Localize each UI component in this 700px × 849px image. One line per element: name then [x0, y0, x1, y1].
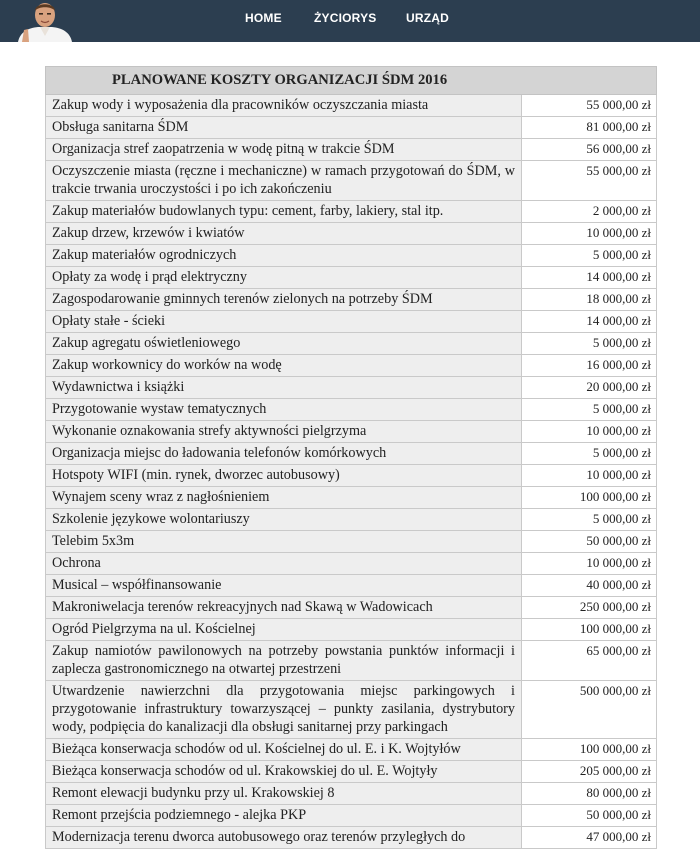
table-row	[46, 827, 657, 849]
row-description: Zakup agregatu oświetleniowego	[46, 333, 522, 355]
table-row	[46, 681, 657, 739]
row-amount: 100 000,00 zł	[522, 619, 657, 641]
table-row	[46, 619, 657, 641]
costs-table	[45, 66, 657, 849]
row-amount: 5 000,00 zł	[522, 245, 657, 267]
row-description: Remont elewacji budynku przy ul. Krakowskiej 8	[46, 783, 522, 805]
table-row	[46, 465, 657, 487]
row-amount: 65 000,00 zł	[522, 641, 657, 681]
table-row	[46, 333, 657, 355]
row-amount: 100 000,00 zł	[522, 739, 657, 761]
row-description: Musical – współfinansowanie	[46, 575, 522, 597]
row-description: Zakup namiotów pawilonowych na potrzeby powstania punktów informacji i zaplecza gastronomicznego na otwartej przestrzeni	[46, 641, 522, 681]
row-description: Remont przejścia podziemnego - alejka PKP	[46, 805, 522, 827]
row-description: Zagospodarowanie gminnych terenów zielonych na potrzeby ŚDM	[46, 289, 522, 311]
table-row	[46, 443, 657, 465]
table-row	[46, 161, 657, 201]
row-amount: 2 000,00 zł	[522, 201, 657, 223]
row-description: Bieżąca konserwacja schodów od ul. Kościelnej do ul. E. i K. Wojtyłów	[46, 739, 522, 761]
row-description: Utwardzenie nawierzchni dla przygotowania miejsc parkingowych i przygotowanie infrastruktury towarzyszącej – punkty zasilania, dystrybutory wody, podpięcia do kanalizacji dla obsługi sanitarnej przy parkingach	[46, 681, 522, 739]
row-amount: 81 000,00 zł	[522, 117, 657, 139]
row-amount: 20 000,00 zł	[522, 377, 657, 399]
table-row	[46, 289, 657, 311]
nav-zyciorys-link[interactable]: ŻYCIORYS	[314, 11, 377, 25]
row-amount: 47 000,00 zł	[522, 827, 657, 849]
table-row	[46, 531, 657, 553]
row-description: Oczyszczenie miasta (ręczne i mechaniczne) w ramach przygotowań do ŚDM, w trakcie trwania uroczystości i po ich zakończeniu	[46, 161, 522, 201]
table-row	[46, 783, 657, 805]
table-row	[46, 311, 657, 333]
row-amount: 5 000,00 zł	[522, 399, 657, 421]
row-description: Wykonanie oznakowania strefy aktywności pielgrzyma	[46, 421, 522, 443]
table-row	[46, 117, 657, 139]
costs-document	[45, 66, 656, 849]
table-row	[46, 805, 657, 827]
avatar[interactable]	[14, 0, 76, 42]
table-row	[46, 575, 657, 597]
row-description: Szkolenie językowe wolontariuszy	[46, 509, 522, 531]
row-amount: 10 000,00 zł	[522, 465, 657, 487]
row-amount: 5 000,00 zł	[522, 333, 657, 355]
row-amount: 14 000,00 zł	[522, 311, 657, 333]
row-description: Obsługa sanitarna ŚDM	[46, 117, 522, 139]
row-amount: 55 000,00 zł	[522, 95, 657, 117]
row-description: Zakup wody i wyposażenia dla pracowników oczyszczania miasta	[46, 95, 522, 117]
table-row	[46, 487, 657, 509]
top-navigation-bar	[0, 0, 700, 42]
row-description: Przygotowanie wystaw tematycznych	[46, 399, 522, 421]
row-amount: 16 000,00 zł	[522, 355, 657, 377]
table-row	[46, 739, 657, 761]
table-row	[46, 597, 657, 619]
row-description: Opłaty za wodę i prąd elektryczny	[46, 267, 522, 289]
row-description: Makroniwelacja terenów rekreacyjnych nad Skawą w Wadowicach	[46, 597, 522, 619]
row-amount: 10 000,00 zł	[522, 421, 657, 443]
row-description: Zakup workownicy do worków na wodę	[46, 355, 522, 377]
person-photo-icon	[14, 0, 76, 42]
table-row	[46, 355, 657, 377]
row-amount: 56 000,00 zł	[522, 139, 657, 161]
table-row	[46, 761, 657, 783]
table-row	[46, 139, 657, 161]
row-description: Wynajem sceny wraz z nagłośnieniem	[46, 487, 522, 509]
row-description: Wydawnictwa i książki	[46, 377, 522, 399]
table-row	[46, 377, 657, 399]
table-row	[46, 553, 657, 575]
row-amount: 250 000,00 zł	[522, 597, 657, 619]
row-description: Ogród Pielgrzyma na ul. Kościelnej	[46, 619, 522, 641]
table-title-row	[46, 67, 657, 95]
table-row	[46, 399, 657, 421]
row-description: Opłaty stałe - ścieki	[46, 311, 522, 333]
table-row	[46, 641, 657, 681]
row-amount: 50 000,00 zł	[522, 805, 657, 827]
row-amount: 80 000,00 zł	[522, 783, 657, 805]
row-amount: 10 000,00 zł	[522, 553, 657, 575]
row-description: Zakup drzew, krzewów i kwiatów	[46, 223, 522, 245]
row-amount: 100 000,00 zł	[522, 487, 657, 509]
table-row	[46, 223, 657, 245]
row-description: Organizacja stref zaopatrzenia w wodę pitną w trakcie ŚDM	[46, 139, 522, 161]
row-amount: 5 000,00 zł	[522, 509, 657, 531]
table-row	[46, 95, 657, 117]
row-amount: 18 000,00 zł	[522, 289, 657, 311]
row-amount: 40 000,00 zł	[522, 575, 657, 597]
row-amount: 14 000,00 zł	[522, 267, 657, 289]
row-amount: 50 000,00 zł	[522, 531, 657, 553]
row-description: Ochrona	[46, 553, 522, 575]
row-amount: 500 000,00 zł	[522, 681, 657, 739]
row-description: Organizacja miejsc do ładowania telefonów komórkowych	[46, 443, 522, 465]
row-amount: 205 000,00 zł	[522, 761, 657, 783]
row-amount: 10 000,00 zł	[522, 223, 657, 245]
row-amount: 5 000,00 zł	[522, 443, 657, 465]
table-row	[46, 201, 657, 223]
table-title: PLANOWANE KOSZTY ORGANIZACJI ŚDM 2016	[46, 67, 657, 95]
row-description: Modernizacja terenu dworca autobusowego oraz terenów przyległych do	[46, 827, 522, 849]
row-description: Bieżąca konserwacja schodów od ul. Krakowskiej do ul. E. Wojtyły	[46, 761, 522, 783]
table-row	[46, 421, 657, 443]
row-description: Zakup materiałów ogrodniczych	[46, 245, 522, 267]
table-row	[46, 509, 657, 531]
row-description: Telebim 5x3m	[46, 531, 522, 553]
row-description: Zakup materiałów budowlanych typu: cement, farby, lakiery, stal itp.	[46, 201, 522, 223]
row-description: Hotspoty WIFI (min. rynek, dworzec autobusowy)	[46, 465, 522, 487]
row-amount: 55 000,00 zł	[522, 161, 657, 201]
nav-home-link[interactable]: HOME	[245, 11, 282, 25]
table-row	[46, 245, 657, 267]
nav-urzad-link[interactable]: URZĄD	[406, 11, 449, 25]
table-row	[46, 267, 657, 289]
